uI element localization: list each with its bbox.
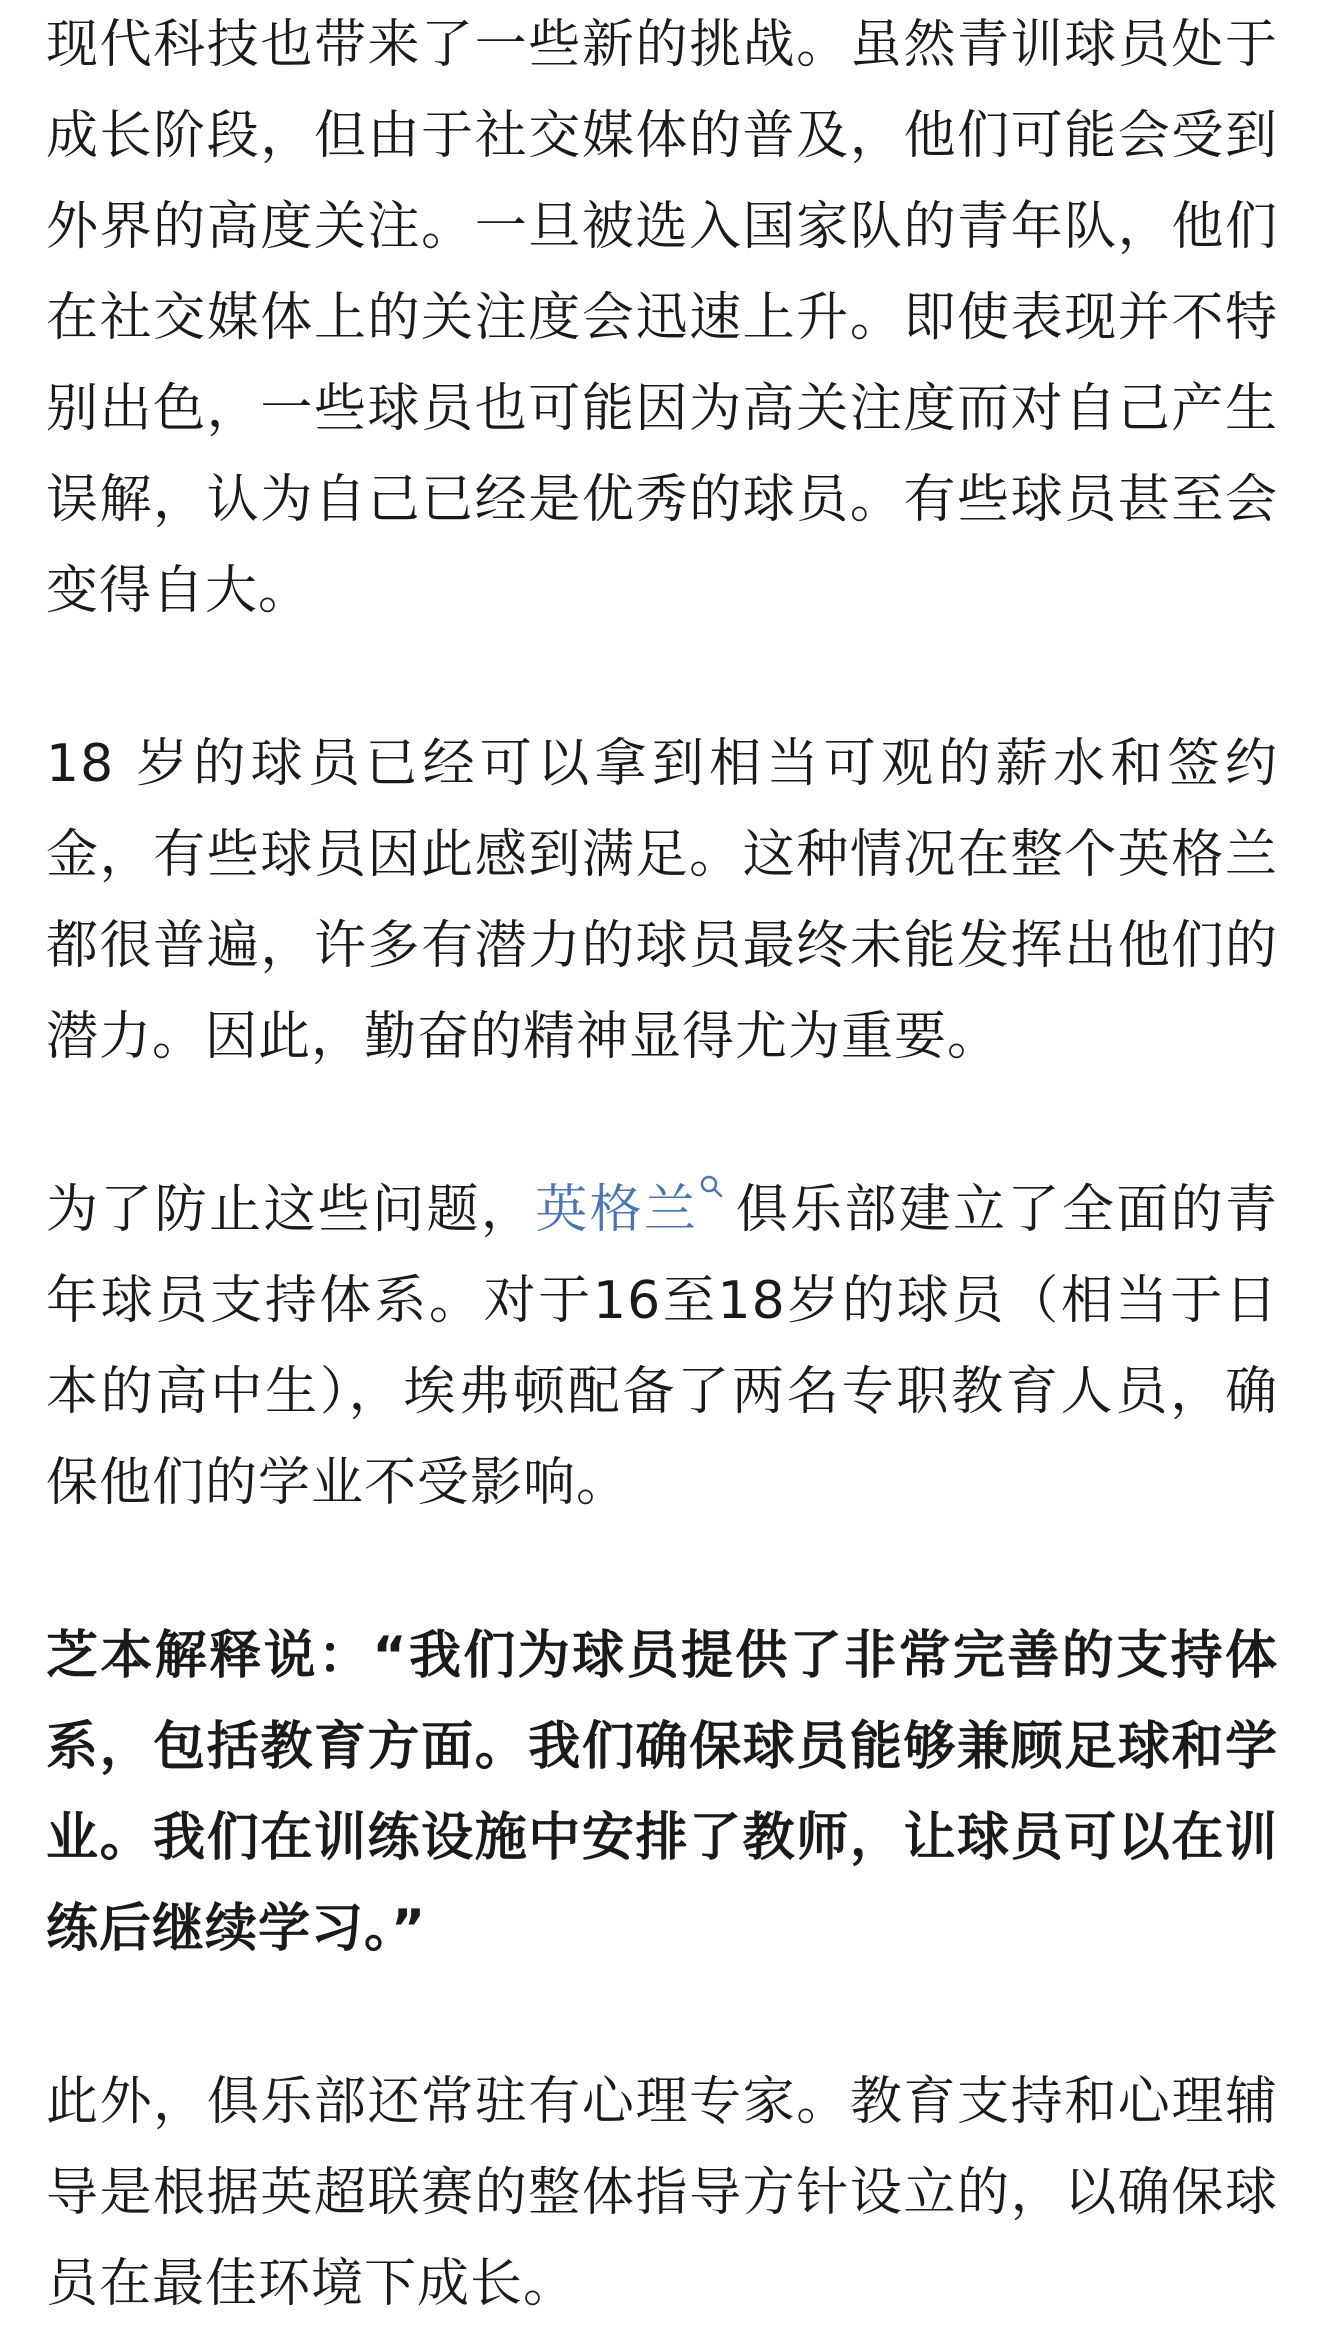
paragraph-5: 此外，俱乐部还常驻有心理专家。教育支持和心理辅导是根据英超联赛的整体指导方针设立的，以确保球员在最佳环境下成长。 bbox=[46, 2072, 1278, 2314]
paragraph-spacer bbox=[46, 1529, 1278, 1611]
paragraph-3-after: 俱乐部建立了全面的青年球员支持体系。对于16至18岁的球员（相当于日本的高中生），埃弗顿配备了两名专职教育人员，确保他们的学业不受影响。 bbox=[46, 1180, 1278, 1513]
paragraph-4-quote: 芝本解释说：“我们为球员提供了非常完善的支持体系，包括教育方面。我们确保球员能够兼顾足球和学业。我们在训练设施中安排了教师，让球员可以在训练后继续学习。” bbox=[46, 1626, 1278, 1959]
paragraph-1: 现代科技也带来了一些新的挑战。虽然青训球员处于成长阶段，但由于社交媒体的普及，他们可能会受到外界的高度关注。一旦被选入国家队的青年队，他们在社交媒体上的关注度会迅速上升。即使表现并不特别出色，一些球员也可能因为高关注度而对自己产生误解，认为自己已经是优秀的球员。有些球员甚至会变得自大。 bbox=[46, 15, 1278, 621]
paragraph-2: 18 岁的球员已经可以拿到相当可观的薪水和签约金，有些球员因此感到满足。这种情况在整个英格兰都很普遍，许多有潜力的球员最终未能发挥出他们的潜力。因此，勤奋的精神显得尤为重要。 bbox=[46, 734, 1278, 1067]
paragraph-spacer bbox=[46, 1975, 1278, 2057]
paragraph-spacer bbox=[46, 1083, 1278, 1165]
topic-link-england[interactable]: 英格兰 bbox=[535, 1180, 699, 1240]
paragraph-spacer bbox=[46, 637, 1278, 719]
article-body bbox=[46, 0, 1278, 2330]
paragraph-3-before: 为了防止这些问题， bbox=[46, 1180, 536, 1240]
search-icon[interactable] bbox=[698, 1173, 728, 1203]
paragraph-3 bbox=[46, 1165, 1278, 1529]
